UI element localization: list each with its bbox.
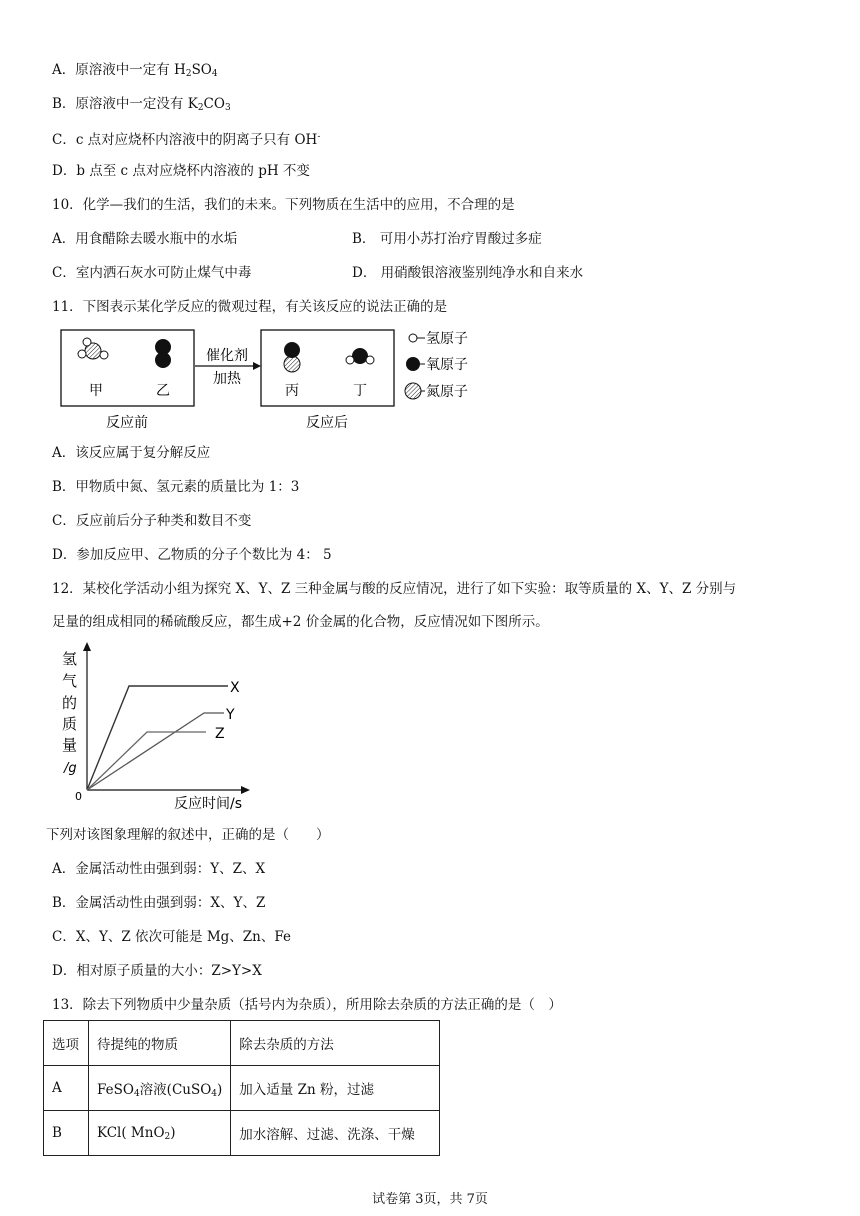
after-box (261, 330, 394, 406)
label-jia: 甲 (89, 383, 103, 399)
q11-option-a: A．该反应属于复分解反应 (52, 445, 211, 461)
q12-option-a: A．金属活动性由强到弱：Y、Z、X (52, 861, 266, 877)
table-row (44, 1066, 440, 1111)
series-z-label: Z (215, 726, 225, 742)
q9-option-a: A．原溶液中一定有 $H_2SO_4$ (52, 62, 218, 79)
legend-oxygen (406, 357, 468, 373)
label-after: 反应后 (306, 415, 348, 431)
row-b-method: 加水溶解、过滤、洗涤、干燥 (231, 1111, 440, 1156)
q9-option-c: C．c 点对应烧杯内溶液中的阴离子只有 OH- (52, 132, 321, 148)
q10-option-b: B． 可用小苏打治疗胃酸过多症 (352, 231, 542, 247)
svg-text:质: 质 (62, 715, 78, 733)
row-b-substance: KCl( MnO$_2$) (89, 1111, 231, 1156)
yi-molecule (155, 339, 171, 368)
legend-hydrogen (409, 331, 468, 347)
label-bing: 丙 (285, 383, 299, 399)
label-before: 反应前 (106, 415, 148, 431)
svg-text:的: 的 (62, 694, 78, 712)
series-x-line (87, 686, 228, 790)
svg-text:氧原子: 氧原子 (426, 357, 468, 373)
header-method: 除去杂质的方法 (231, 1021, 440, 1066)
q10-option-c: C．室内洒石灰水可防止煤气中毒 (52, 265, 252, 281)
origin-label: 0 (75, 790, 82, 803)
hydrogen-mass-chart (58, 640, 318, 815)
series-y-line (87, 713, 224, 790)
jia-molecule (78, 338, 108, 359)
row-a-option: A (44, 1066, 89, 1111)
q11-option-c: C．反应前后分子种类和数目不变 (52, 513, 252, 529)
q13-stem: 13．除去下列物质中少量杂质（括号内为杂质），所用除去杂质的方法正确的是（ ） (52, 997, 562, 1013)
reaction-diagram (55, 324, 515, 436)
svg-text:/g: /g (64, 761, 77, 776)
row-b-option: B (44, 1111, 89, 1156)
q12-stem-line1: 12．某校化学活动小组为探究 X、Y、Z 三种金属与酸的反应情况，进行了如下实验：取等质量的 X、Y、Z 分别与 (52, 581, 737, 597)
q9-option-b: B．原溶液中一定没有 $K_2CO_3$ (52, 96, 231, 113)
svg-text:氮原子: 氮原子 (426, 384, 468, 400)
svg-text:氢原子: 氢原子 (426, 331, 468, 347)
q11-stem: 11．下图表示某化学反应的微观过程，有关该反应的说法正确的是 (52, 299, 448, 315)
label-yi: 乙 (156, 383, 170, 399)
q12-option-c: C．X、Y、Z 依次可能是 Mg、Zn、Fe (52, 929, 291, 945)
q12-option-b: B．金属活动性由强到弱：X、Y、Z (52, 895, 266, 911)
table-header-row (44, 1021, 440, 1066)
row-a-substance: FeSO$_4$溶液(CuSO$_4$) (89, 1066, 231, 1111)
x-axis-label: 反应时间/s (174, 796, 243, 812)
q10-option-a: A．用食醋除去暖水瓶中的水垢 (52, 231, 238, 247)
ding-molecule (346, 348, 374, 364)
header-option: 选项 (44, 1021, 89, 1066)
q11-option-d: D．参加反应甲、乙物质的分子个数比为 4： 5 (52, 547, 332, 563)
series-x-label: X (230, 680, 240, 696)
series-y-label: Y (226, 707, 235, 723)
svg-text:氢: 氢 (62, 650, 78, 668)
table-row (44, 1111, 440, 1156)
before-box (61, 330, 194, 406)
q10-stem: 10．化学—我们的生活，我们的未来。下列物质在生活中的应用，不合理的是 (52, 197, 515, 213)
legend-nitrogen (405, 383, 468, 400)
svg-text:量: 量 (62, 736, 78, 754)
y-axis-label (62, 650, 77, 776)
bing-molecule (284, 342, 300, 372)
q12-question: 下列对该图象理解的叙述中，正确的是（ ） (46, 827, 330, 843)
q13-options-table (43, 1020, 440, 1156)
label-ding: 丁 (353, 383, 367, 399)
label-heat: 加热 (213, 371, 241, 387)
q10-option-d: D． 用硝酸银溶液鉴别纯净水和自来水 (352, 265, 584, 281)
q11-option-b: B．甲物质中氮、氢元素的质量比为 1：3 (52, 479, 300, 495)
page-footer: 试卷第 3页，共 7页 (372, 1192, 488, 1207)
q12-stem-line2: 足量的组成相同的稀硫酸反应，都生成+2 价金属的化合物，反应情况如下图所示。 (52, 614, 549, 630)
q9-option-d: D．b 点至 c 点对应烧杯内溶液的 pH 不变 (52, 163, 310, 179)
series-z-line (87, 732, 206, 790)
svg-text:气: 气 (62, 672, 78, 690)
label-catalyst: 催化剂 (206, 348, 248, 364)
header-substance: 待提纯的物质 (89, 1021, 231, 1066)
q12-option-d: D．相对原子质量的大小：Z>Y>X (52, 963, 262, 979)
row-a-method: 加入适量 Zn 粉，过滤 (231, 1066, 440, 1111)
